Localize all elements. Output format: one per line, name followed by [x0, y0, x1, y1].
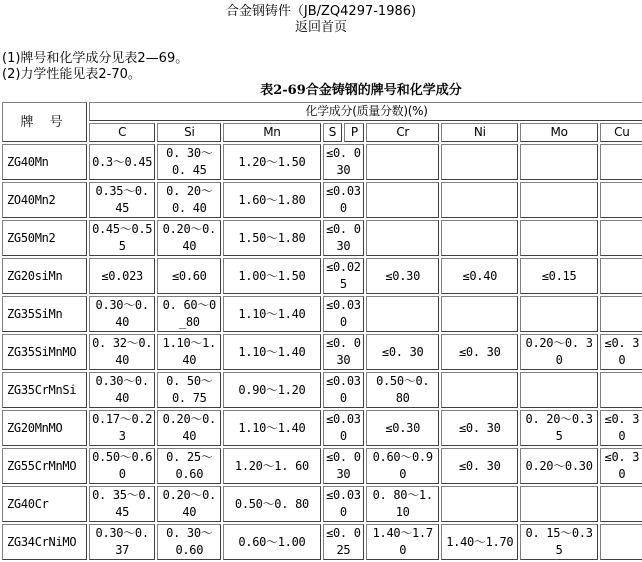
cell-mo — [520, 182, 597, 218]
table-body — [2, 144, 642, 560]
composition-table — [0, 100, 642, 562]
cell-mn: 1.20～1. 60 — [223, 448, 320, 484]
cell-ni: ≤0.40 — [441, 258, 518, 294]
cell-c: 0.45～0.55 — [89, 220, 155, 256]
cell-c: 0.30～0. 37 — [89, 524, 155, 560]
note-mechanical: (2)力学性能见表2-70。 — [2, 67, 141, 82]
cell-cr: ≤0.30 — [366, 410, 439, 446]
table-row — [2, 410, 642, 446]
cell-mo: 0.20～0.30 — [520, 448, 597, 484]
cell-ni — [441, 486, 518, 522]
cell-cr — [366, 182, 439, 218]
column-header-c: C — [89, 123, 155, 142]
cell-si: 1.10～1.40 — [157, 334, 221, 370]
cell-cu — [600, 258, 642, 294]
cell-mn: 1.60～1.80 — [223, 182, 320, 218]
column-header-cr: Cr — [366, 123, 439, 142]
cell-cr: 0.60～0.90 — [366, 448, 439, 484]
table-row — [2, 144, 642, 180]
cell-si: 0. 30～0. 45 — [157, 144, 221, 180]
cell-s-p: ≤0.025 — [323, 258, 365, 294]
cell-cu — [600, 524, 642, 560]
cell-cr: 0. 80～1.10 — [366, 486, 439, 522]
cell-ni — [441, 182, 518, 218]
cell-c: 0.30～0. 40 — [89, 296, 155, 332]
cell-mn: 1.10～1.40 — [223, 296, 320, 332]
cell-grade: ZO40Mn2 — [2, 182, 87, 218]
column-header-mn: Mn — [223, 123, 320, 142]
cell-mn: 1.50～1.80 — [223, 220, 320, 256]
column-header-p: P — [344, 123, 364, 142]
table-row — [2, 220, 642, 256]
cell-mo: ≤0.15 — [520, 258, 597, 294]
cell-s-p: ≤0. 030 — [323, 334, 365, 370]
cell-mo — [520, 372, 597, 408]
cell-mo: 0.20～0. 30 — [520, 334, 597, 370]
cell-c: 0.50～0.60 — [89, 448, 155, 484]
cell-mn: 0.60～1.00 — [223, 524, 320, 560]
composition-group-header: 化学成分(质量分数)(%) — [89, 102, 642, 121]
table-row — [2, 448, 642, 484]
cell-mo — [520, 220, 597, 256]
cell-mn: 1.00～1.50 — [223, 258, 320, 294]
back-to-home-link[interactable]: 返回首页 — [294, 20, 347, 35]
cell-ni: ≤0. 30 — [441, 448, 518, 484]
cell-ni — [441, 296, 518, 332]
cell-si: 0.20～0. 40 — [157, 410, 221, 446]
table-row — [2, 524, 642, 560]
cell-c: 0. 32～0.40 — [89, 334, 155, 370]
cell-grade: ZG40Mn — [2, 144, 87, 180]
cell-cu: ≤0. 30 — [600, 448, 642, 484]
cell-si: 0. 25～0.60 — [157, 448, 221, 484]
table-row — [2, 182, 642, 218]
cell-ni: ≤0. 30 — [441, 410, 518, 446]
cell-cu — [600, 182, 642, 218]
note-composition: (1)牌号和化学成分见表2—69。 — [2, 51, 189, 66]
cell-cu — [600, 372, 642, 408]
column-header-cu: Cu — [600, 123, 642, 142]
cell-cu — [600, 296, 642, 332]
cell-s-p: ≤0. 030 — [323, 144, 365, 180]
cell-ni — [441, 144, 518, 180]
cell-mn: 1.10～1.40 — [223, 334, 320, 370]
cell-si: 0. 50～0. 75 — [157, 372, 221, 408]
cell-grade: ZG20MnMO — [2, 410, 87, 446]
page-title: 合金钢铸件（JB/ZQ4297-1986) — [225, 4, 417, 19]
cell-s-p: ≤0. 030 — [323, 448, 365, 484]
cell-si: 0. 30～0.60 — [157, 524, 221, 560]
cell-mo: 0. 20～0.35 — [520, 410, 597, 446]
table-row — [2, 486, 642, 522]
cell-grade: ZG35CrMnSi — [2, 372, 87, 408]
cell-grade: ZG20siMn — [2, 258, 87, 294]
cell-c: ≤0.023 — [89, 258, 155, 294]
cell-c: 0.17～0.23 — [89, 410, 155, 446]
cell-s-p: ≤0.030 — [323, 486, 365, 522]
cell-grade: ZG55CrMnMO — [2, 448, 87, 484]
cell-si: ≤0.60 — [157, 258, 221, 294]
column-header-s: S — [323, 123, 343, 142]
brand-column-header: 牌 号 — [2, 102, 87, 142]
cell-cr — [366, 296, 439, 332]
cell-mo — [520, 296, 597, 332]
cell-ni: ≤0. 30 — [441, 334, 518, 370]
cell-cr: 0.50～0. 80 — [366, 372, 439, 408]
cell-s-p: ≤0.030 — [323, 182, 365, 218]
cell-s-p: ≤0.030 — [323, 296, 365, 332]
cell-mo: 0. 15～0.35 — [520, 524, 597, 560]
table-row — [2, 296, 642, 332]
cell-grade: ZG35SiMn — [2, 296, 87, 332]
cell-ni — [441, 220, 518, 256]
cell-c: 0.35～0. 45 — [89, 182, 155, 218]
table-row — [2, 372, 642, 408]
cell-mo — [520, 486, 597, 522]
cell-cu — [600, 144, 642, 180]
cell-ni — [441, 372, 518, 408]
cell-si: 0.20～0. 40 — [157, 220, 221, 256]
cell-cr: ≤0. 30 — [366, 334, 439, 370]
cell-cr — [366, 220, 439, 256]
cell-cr: 1.40～1.70 — [366, 524, 439, 560]
cell-grade: ZG34CrNiMO — [2, 524, 87, 560]
cell-mn: 1.10～1.40 — [223, 410, 320, 446]
cell-s-p: ≤0.030 — [323, 410, 365, 446]
cell-mn: 1.20～1.50 — [223, 144, 320, 180]
cell-cu: ≤0. 30 — [600, 334, 642, 370]
cell-si: 0. 20～0. 40 — [157, 182, 221, 218]
cell-c: 0.3～0.45 — [89, 144, 155, 180]
table-row — [2, 258, 642, 294]
cell-c: 0. 35～0.45 — [89, 486, 155, 522]
cell-s-p: ≤0.030 — [323, 372, 365, 408]
cell-c: 0.30～0. 40 — [89, 372, 155, 408]
column-header-si: Si — [157, 123, 221, 142]
column-header-mo: Mo — [520, 123, 597, 142]
cell-si: 0. 60～0_80 — [157, 296, 221, 332]
cell-cu — [600, 486, 642, 522]
column-header-ni: Ni — [441, 123, 518, 142]
cell-cu: ≤0. 30 — [600, 410, 642, 446]
cell-cr: ≤0.30 — [366, 258, 439, 294]
cell-grade: ZG40Cr — [2, 486, 87, 522]
cell-grade: ZG35SiMnMO — [2, 334, 87, 370]
cell-mo — [520, 144, 597, 180]
cell-grade: ZG50Mn2 — [2, 220, 87, 256]
table-caption: 表2-69合金铸钢的牌号和化学成分 — [260, 83, 462, 98]
cell-ni: 1.40～1.70 — [441, 524, 518, 560]
cell-s-p: ≤0. 030 — [323, 220, 365, 256]
cell-mn: 0.50～0. 80 — [223, 486, 320, 522]
cell-cr — [366, 144, 439, 180]
cell-si: 0.20～0. 40 — [157, 486, 221, 522]
cell-cu — [600, 220, 642, 256]
cell-mn: 0.90～1.20 — [223, 372, 320, 408]
cell-s-p: ≤0. 025 — [323, 524, 365, 560]
table-row — [2, 334, 642, 370]
